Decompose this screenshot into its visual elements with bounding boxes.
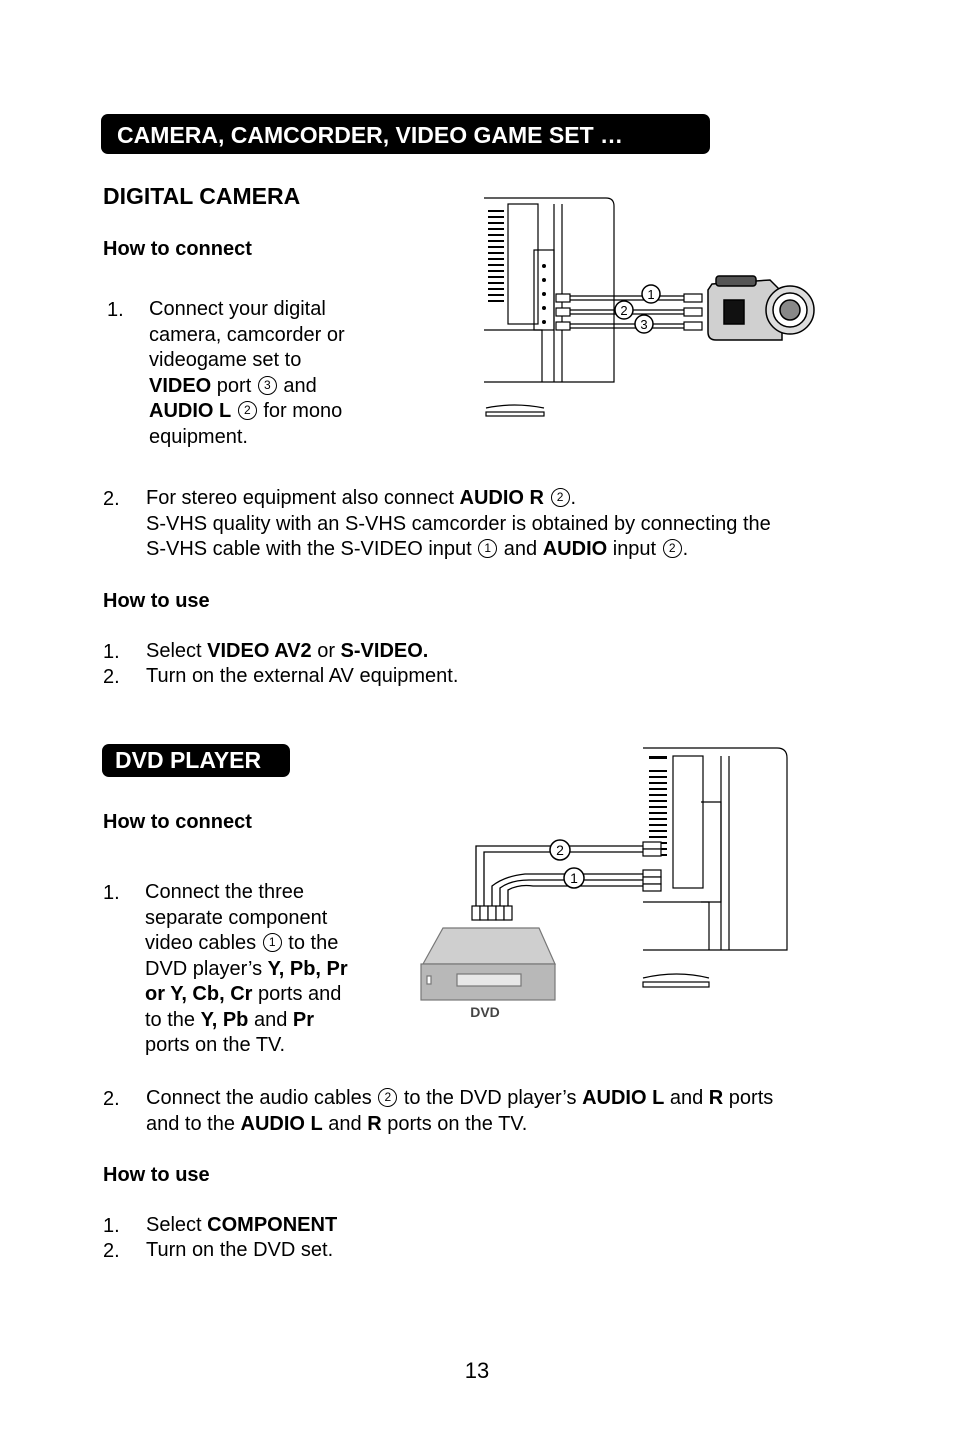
circled-number: 2 [378, 1088, 397, 1107]
audio-l-label: AUDIO L [240, 1112, 323, 1135]
text-span: or [311, 640, 341, 662]
video-av2-label: VIDEO AV2 [207, 640, 312, 662]
dc-use1-text [146, 639, 428, 665]
text-line: separate component [145, 906, 328, 929]
text-span: to the [282, 932, 339, 954]
component-label: COMPONENT [207, 1214, 338, 1236]
text-line: ports on the TV. [145, 1034, 286, 1056]
audio-l-label: AUDIO L [149, 400, 232, 422]
dvd-use2-text: Turn on the DVD set. [146, 1239, 334, 1261]
text-span: and [277, 374, 317, 397]
dc-step1-text [149, 297, 449, 450]
step-number: 2. [103, 1240, 120, 1262]
text-span: to the [145, 1008, 201, 1031]
text-line [146, 486, 866, 512]
text-span: input [607, 538, 662, 560]
video-port-label: VIDEO [149, 374, 212, 397]
text-line: Connect the three [145, 881, 304, 903]
section-banner-camera: CAMERA, CAMCORDER, VIDEO GAME SET … [101, 114, 710, 154]
how-to-connect-heading: How to connect [103, 811, 252, 833]
section-banner-dvd: DVD PLAYER [102, 744, 290, 777]
vent-grille [649, 756, 667, 856]
step-number: 2. [103, 666, 120, 688]
r-label: R [367, 1112, 382, 1135]
dc-step2-text [146, 486, 866, 563]
audio-r-label: AUDIO R [459, 487, 544, 509]
callout-label: 3 [640, 317, 648, 332]
text-span: Select [146, 1214, 208, 1236]
text-span: to the DVD player’s [398, 1087, 583, 1109]
circled-number: 3 [258, 376, 277, 395]
step-number: 1. [103, 641, 120, 663]
dvd-connection-diagram [415, 742, 795, 1024]
step-number: 1. [107, 299, 124, 321]
dvd-player-icon [421, 928, 555, 1000]
y-pb-pr-label: Y, Pb, Pr [267, 957, 348, 980]
text-span: ports and [252, 983, 342, 1005]
dvd-device-label: DVD [470, 1004, 500, 1020]
page-number: 13 [464, 1358, 490, 1383]
text-line [149, 374, 449, 400]
text-line [145, 1008, 405, 1034]
s-video-label: S-VIDEO. [340, 640, 429, 662]
callout-label: 2 [556, 842, 564, 858]
audio-l-label: AUDIO L [582, 1087, 665, 1109]
text-span: . [570, 487, 577, 509]
text-span: and [664, 1087, 709, 1109]
step-number: 1. [103, 882, 120, 904]
circled-number: 2 [551, 488, 570, 507]
text-span: ports [723, 1087, 774, 1109]
text-span: Select [146, 640, 208, 662]
text-line [145, 982, 405, 1008]
text-line [146, 1086, 866, 1112]
pr-label: Pr [292, 1008, 315, 1031]
text-line: S-VHS quality with an S-VHS camcorder is obtained by connecting the [146, 512, 771, 535]
r-label: R [708, 1087, 724, 1109]
callout-label: 2 [620, 303, 628, 318]
audio-label: AUDIO [542, 538, 608, 560]
dc-use2-text: Turn on the external AV equipment. [146, 665, 459, 687]
digital-camera-heading: DIGITAL CAMERA [103, 183, 301, 209]
step-number: 1. [103, 1215, 120, 1237]
text-span: for mono [257, 400, 343, 422]
dvd-step2-text [146, 1086, 866, 1137]
how-to-use-heading: How to use [103, 1164, 210, 1186]
how-to-connect-heading: How to connect [103, 238, 252, 260]
dvd-use1-text [146, 1213, 337, 1239]
vent-grille [488, 210, 504, 302]
text-span: S-VHS cable with the S-VIDEO input [146, 538, 478, 560]
callout-label: 1 [570, 870, 578, 886]
diagram-callouts [550, 840, 584, 888]
text-span: Connect the audio cables [146, 1087, 378, 1109]
text-line: camera, camcorder or [149, 323, 345, 346]
text-span: . [682, 538, 689, 560]
text-span: port [211, 374, 257, 397]
text-line [145, 957, 405, 983]
text-span: For stereo equipment also connect [146, 487, 460, 509]
text-span: and [322, 1112, 368, 1135]
text-line [145, 931, 405, 957]
text-line [146, 1112, 866, 1138]
text-span: ports on the TV. [381, 1112, 528, 1135]
text-line [149, 399, 449, 425]
step-number: 2. [103, 488, 120, 510]
dvd-step1-text [145, 880, 405, 1059]
y-pb-label: Y, Pb [200, 1008, 249, 1031]
circled-number: 2 [663, 539, 682, 558]
text-span: and to the [146, 1112, 241, 1135]
text-line: equipment. [149, 425, 248, 448]
y-cb-cr-label: or Y, Cb, Cr [145, 983, 253, 1005]
text-line: Connect your digital [149, 298, 326, 320]
callout-label: 1 [647, 287, 655, 302]
step-number: 2. [103, 1088, 120, 1110]
how-to-use-heading: How to use [103, 590, 210, 612]
camcorder-connection-diagram [478, 190, 823, 420]
circled-number: 1 [478, 539, 497, 558]
text-span: and [498, 538, 543, 560]
text-span: DVD player’s [145, 957, 268, 980]
circled-number: 1 [263, 933, 282, 952]
text-span: video cables [145, 932, 262, 954]
camcorder-icon [708, 276, 814, 340]
text-span: and [248, 1008, 293, 1031]
text-line [146, 537, 866, 563]
text-line: videogame set to [149, 349, 302, 371]
circled-number: 2 [238, 401, 257, 420]
